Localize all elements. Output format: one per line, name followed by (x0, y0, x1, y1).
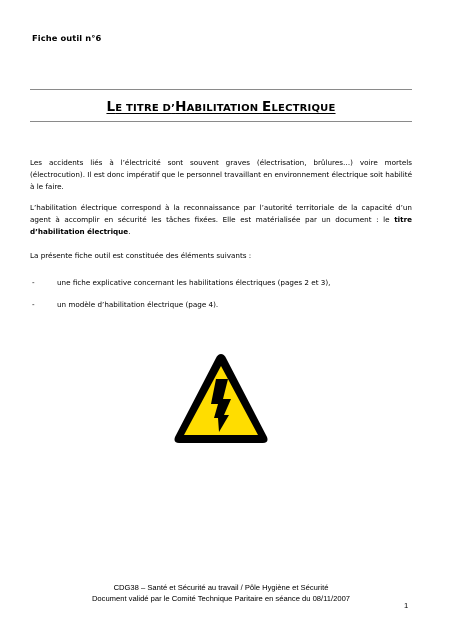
contents-intro: La présente fiche outil est constituée des éléments suivants : (30, 251, 252, 260)
footer-line-2: Document validé par le Comité Technique Paritaire en séance du 08/11/2007 (91, 594, 351, 603)
title-top-rule (30, 89, 412, 90)
title-bottom-rule (30, 121, 412, 122)
page-number: 1 (404, 601, 409, 610)
intro-paragraph: Les accidents liés à l’électricité sont souvent graves (électrisation, brûlures…) voire mortels (électrocution). Il est donc impératif que le personnel travaillant en environnement électrique soit habilité à le faire. (30, 158, 412, 192)
document-page: Fiche outil n°6 LE TITRE D’HABILITATION ELECTRIQUE Les accidents liés à l’électricité sont souvent graves (électrisation, brûlures…) voire mortels (électrocution). Il est donc impératif que le personnel travaillant en environnement électrique soit habilité à le faire. L’habilitation électrique correspond à la reconnaissance par l’autorité territoriale de la capacité d’un agent à accomplir en sécurité les tâches fixées. Elle est matérialisée par un document : le titre d’habilitation électrique. La présente fiche outil est constituée des éléments suivants : - une fiche explicative concernant les habilitations électriques (pages 2 et 3), - un modèle d’habilitation électrique (page 4). CDG38 – Santé et Sécurité au travail / Pôle Hygiène et Sécurité Document validé par le Comité Technique Paritaire en séance du 08/11/2007 1 (30, 33, 412, 610)
fiche-label: Fiche outil n°6 (32, 33, 102, 43)
definition-paragraph: L’habilitation électrique correspond à la reconnaissance par l’autorité territoriale de la capacité d’un agent à accomplir en sécurité les tâches fixées. Elle est matérialisée par un document : le titre d’habilitation électrique. (30, 203, 412, 237)
page-title: LE TITRE D’HABILITATION ELECTRIQUE (106, 99, 336, 115)
key-term: titre d’habilitation électrique (30, 215, 412, 237)
high-voltage-warning-icon (170, 349, 272, 449)
footer-line-1: CDG38 – Santé et Sécurité au travail / Pôle Hygiène et Sécurité (113, 583, 329, 592)
